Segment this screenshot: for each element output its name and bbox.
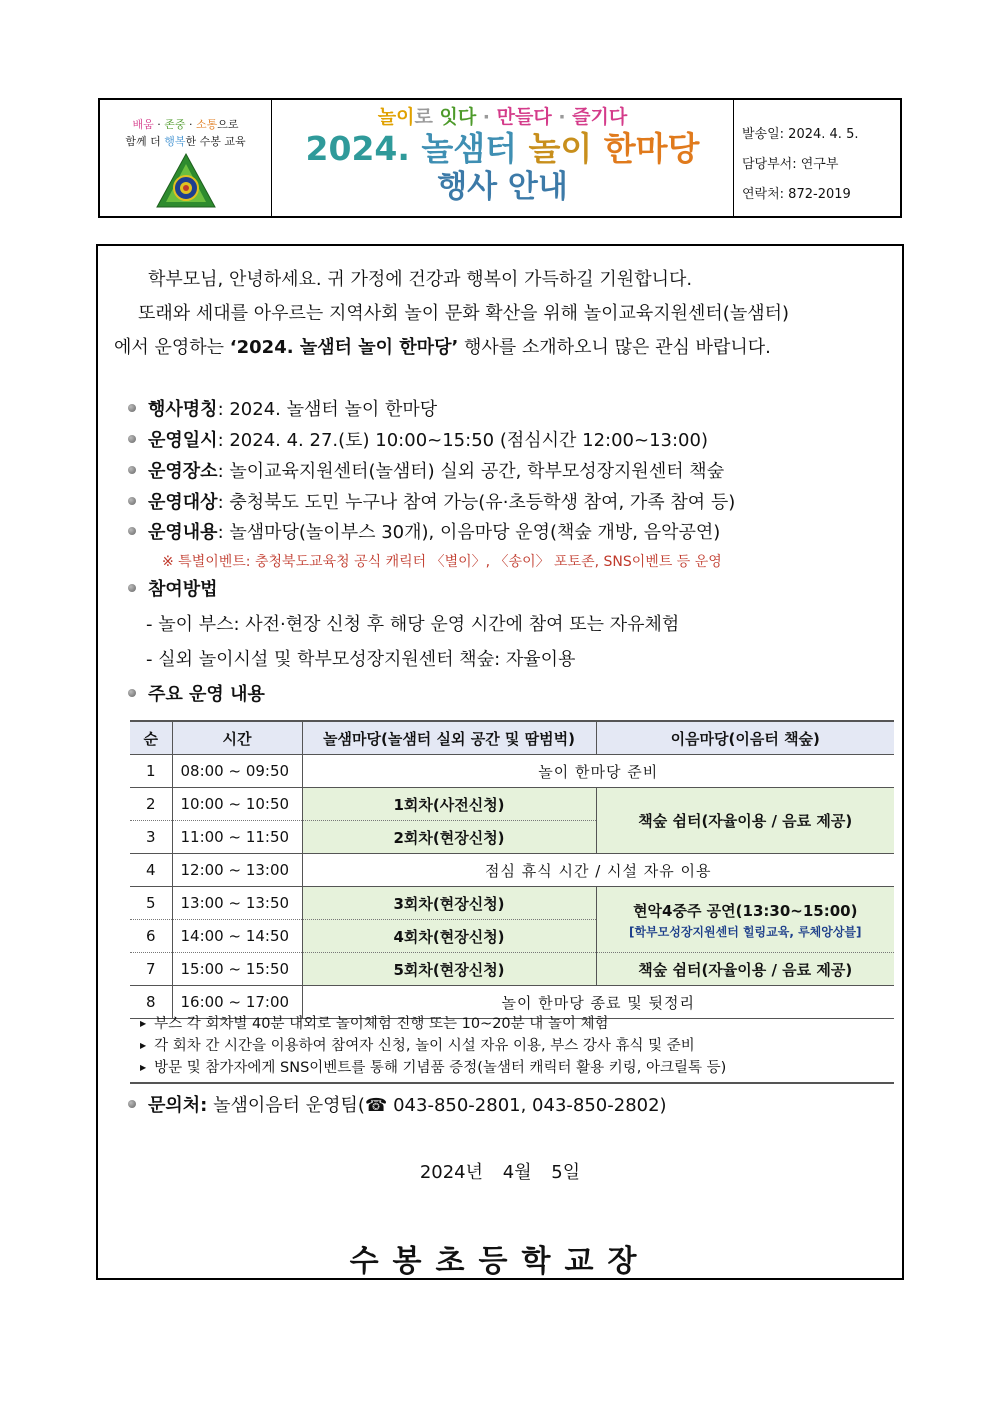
table-header-row [130,721,894,755]
document-date: 2024년 4월 5일 [419,1162,581,1183]
table-row: 6 14:00 ~ 14:50 4회차(현장신청) [130,920,894,953]
triangle-bullet-icon: ▶ [140,1041,147,1050]
schedule-notes [130,1014,894,1084]
bullet-icon [128,527,136,535]
motto-line-1: 배움 · 존중 · 소통으로 [132,118,239,131]
detail-item: 운영대상: 충청북도 도민 누구나 참여 가능(유·초등학생 참여, 가족 참여 등) [128,489,735,517]
bullet-icon [128,689,136,697]
participation-item: - 놀이 부스: 사전·현장 신청 후 해당 운영 시간에 참여 또는 자유체험 [146,614,680,635]
schedule-table [130,720,894,1019]
triangle-bullet-icon: ▶ [140,1063,147,1072]
participation-item: - 실외 놀이시설 및 학부모성장지원센터 책숲: 자율이용 [146,649,576,670]
table-row: 3 11:00 ~ 11:50 2회차(현장신청) [130,821,894,854]
triangle-bullet-icon: ▶ [140,1019,147,1028]
list-item: ▶ 각 회차 간 시간을 이용하여 참여자 신청, 놀이 시설 자유 이용, 부스 강사 휴식 및 준비 [140,1038,695,1054]
intro-line-1: 학부모님, 안녕하세요. 귀 가정에 건강과 행복이 가득하길 기원합니다. [148,269,693,290]
title-block [272,100,734,216]
schedule-heading: 주요 운영 내용 [128,681,265,709]
page-subtitle: 행사 안내 [437,169,568,205]
issue-date: 발송일: 2024. 4. 5. [742,127,859,142]
intro-line-2: 또래와 세대를 아우르는 지역사회 놀이 문화 확산을 위해 놀이교육지원센터(놀샘터) [138,303,790,324]
intro-line-3: 에서 운영하는 ‘2024. 놀샘터 놀이 한마당’ 행사를 소개하오니 많은 관심 바랍니다. [114,337,771,358]
table-row: 8 16:00 ~ 17:00 놀이 한마당 종료 및 뒷정리 [130,986,894,1019]
bullet-icon [128,404,136,412]
special-event-note: ※ 특별이벤트: 충청북도교육청 공식 캐릭터 〈별이〉, 〈송이〉 포토존, SNS이벤트 등 운영 [162,554,722,570]
list-item: ▶ 방문 및 참가자에게 SNS이벤트를 통해 기념품 증정(놀샘터 캐릭터 활용 키링, 아크릴톡 등) [140,1060,727,1076]
table-row: 4 12:00 ~ 13:00 점심 휴식 시간 / 시설 자유 이용 [130,854,894,887]
issue-info [734,100,900,216]
list-item: ▶ 부스 각 회차별 40분 내외로 놀이체험 진행 또는 10~20분 내 놀이 체험 [140,1016,609,1032]
school-principal-signature: 수봉초등학교장 [349,1244,651,1279]
column-header: 이음마당(이음터 책숲) [596,721,894,755]
slogan: 놀이로 잇다 · 만들다 · 즐기다 [377,106,628,128]
school-emblem-icon [155,152,217,210]
bullet-icon [128,497,136,505]
detail-item: 행사명칭: 2024. 놀샘터 놀이 한마당 [128,396,437,424]
department: 담당부서: 연구부 [742,157,839,172]
header-box [98,98,902,218]
table-row: 2 10:00 ~ 10:50 1회차(사전신청) 책숲 쉼터(자율이용 / 음료 제공) [130,788,894,821]
motto-line-2: 함께 더 행복한 수봉 교육 [125,135,246,148]
performance-cell: 현악4중주 공연(13:30~15:00) [학부모성장지원센터 힐링교육, 루체앙상블] [596,887,894,953]
column-header: 순 [130,721,172,755]
page-title: 2024. 놀샘터 놀이 한마당 [305,129,700,168]
detail-item: 운영장소: 놀이교육지원센터(놀샘터) 실외 공간, 학부모성장지원센터 책숲 [128,458,724,486]
detail-item: 운영일시: 2024. 4. 27.(토) 10:00~15:50 (점심시간 12:00~13:00) [128,427,708,455]
table-row: 5 13:00 ~ 13:50 3회차(현장신청) 현악4중주 공연(13:30~15:00) [학부모성장지원센터 힐링교육, 루체앙상블] [130,887,894,920]
bullet-icon [128,466,136,474]
bullet-icon [128,584,136,592]
column-header: 시간 [172,721,302,755]
bullet-icon [128,1100,136,1108]
inquiry-line: 문의처: 놀샘이음터 운영팀(☎ 043-850-2801, 043-850-2802) [128,1092,667,1120]
column-header: 놀샘마당(놀샘터 실외 공간 및 땀범벅) [302,721,596,755]
table-row: 1 08:00 ~ 09:50 놀이 한마당 준비 [130,755,894,788]
detail-item: 운영내용: 놀샘마당(놀이부스 30개), 이음마당 운영(책숲 개방, 음악공연) [128,519,720,547]
school-motto [100,100,272,216]
contact-number: 연락처: 872-2019 [742,187,851,202]
notice-body [96,244,904,1280]
bullet-icon [128,435,136,443]
table-row: 7 15:00 ~ 15:50 5회차(현장신청) 책숲 쉼터(자율이용 / 음료 제공) [130,953,894,986]
participation-heading: 참여방법 [128,576,218,604]
